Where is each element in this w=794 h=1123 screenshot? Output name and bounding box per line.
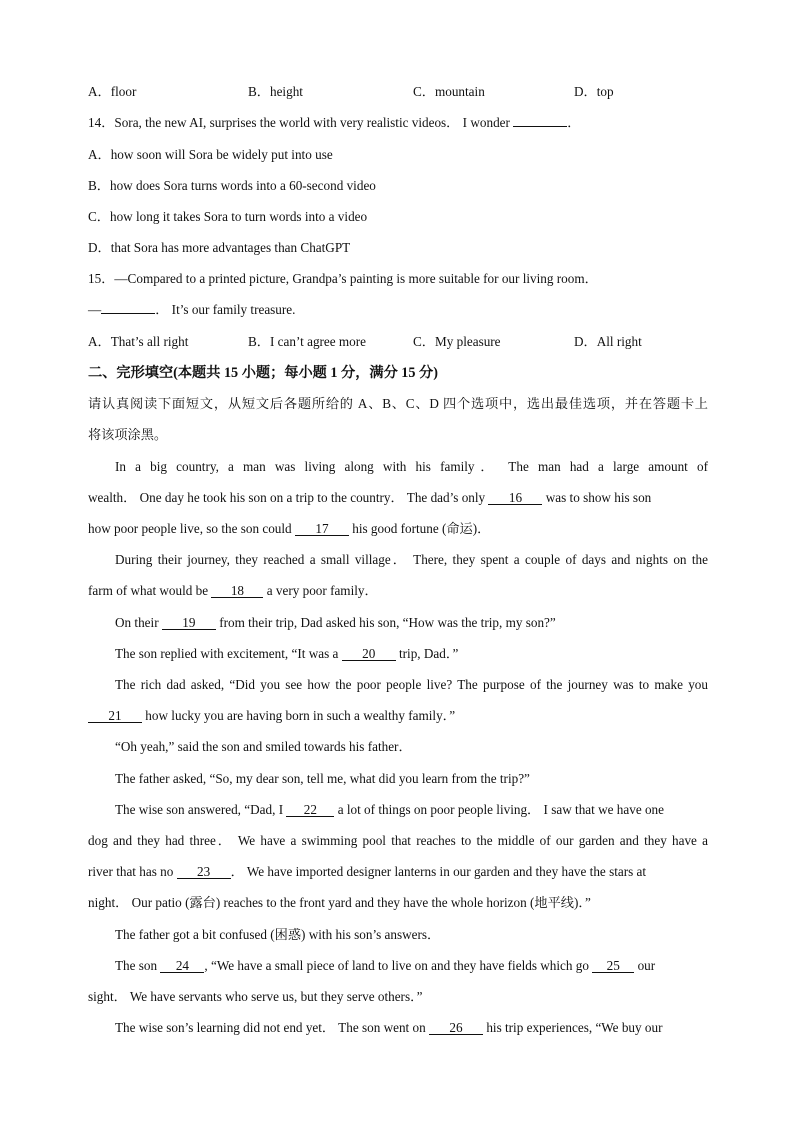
passage-p8-line-1 xyxy=(115,802,708,818)
passage-text: a lot of things on poor people living． I saw that we have one xyxy=(334,802,665,817)
blank-17: 17 xyxy=(295,522,349,536)
passage-p11 xyxy=(115,1020,708,1036)
passage-text: The son replied with excitement, “It was a xyxy=(115,646,342,661)
q14-stem-text: 14．Sora, the new AI, surprises the world with very realistic videos． I wonder xyxy=(88,115,510,130)
passage-text: was to show his son xyxy=(542,490,652,505)
passage-p5-line-2 xyxy=(88,708,708,724)
blank-25: 25 xyxy=(592,959,634,973)
blank-24: 24 xyxy=(160,959,204,973)
passage-p5-line-1: The rich dad asked, “Did you see how the poor people live? The purpose of the journey was to make you xyxy=(115,677,708,692)
passage-p6: “Oh yeah,” said the son and smiled towards his father． xyxy=(115,739,412,754)
passage-text: river that has no xyxy=(88,864,177,879)
passage-p9: The father got a bit confused (困惑) with his son’s answers． xyxy=(115,927,441,942)
passage-text: how poor people live, so the son could xyxy=(88,521,295,536)
passage-p10-line-2: sight． We have servants who serve us, but they serve others．” xyxy=(88,989,423,1004)
passage-text: from their trip, Dad asked his son, “How was the trip, my son?” xyxy=(215,615,556,630)
passage-text: wealth． One day he took his son on a trip to the country． The dad’s only xyxy=(88,490,489,505)
passage-text: his good fortune (命运)． xyxy=(348,521,491,536)
q14-option-c: C．how long it takes Sora to turn words into a video xyxy=(88,209,368,224)
blank-23: 23 xyxy=(177,865,231,879)
section-heading: 二、完形填空(本题共 15 小题；每小题 1 分，满分 15 分) xyxy=(88,365,438,381)
passage-p7: The father asked, “So, my dear son, tell me, what did you learn from the trip?” xyxy=(115,771,530,786)
q15-stem: 15．—Compared to a printed picture, Grandpa’s painting is more suitable for our living room． xyxy=(88,271,598,286)
passage-text: his trip experiences, “We buy our xyxy=(483,1020,663,1035)
passage-p8-line-2: dog and they had three． We have a swimming pool that reaches to the middle of our garden and they have a xyxy=(88,833,708,848)
q15-reply-text: ． It’s our family treasure. xyxy=(155,302,296,317)
passage-p2-line-1: During their journey, they reached a small village． There, they spent a couple of days and nights on the xyxy=(115,552,708,567)
q13-option-a: A．floor xyxy=(88,84,137,99)
blank-21: 21 xyxy=(88,709,142,723)
blank-18: 18 xyxy=(211,584,263,598)
blank-16: 16 xyxy=(488,491,542,505)
blank-26: 26 xyxy=(429,1021,483,1035)
passage-text: ． We have imported designer lanterns in our garden and they have the stars at xyxy=(230,864,647,879)
q13-option-c: C．mountain xyxy=(413,84,485,99)
q15-option-a: A．That’s all right xyxy=(88,334,189,349)
passage-text: The wise son’s learning did not end yet． The son went on xyxy=(115,1020,430,1035)
passage-text: trip, Dad．” xyxy=(395,646,459,661)
passage-p4 xyxy=(115,646,708,662)
q15-reply xyxy=(88,302,708,318)
passage-text: farm of what would be xyxy=(88,583,212,598)
q13-option-d: D．top xyxy=(574,84,614,99)
passage-text: , “We have a small piece of land to live on and they have fields which go xyxy=(204,958,593,973)
passage-p1-line-2 xyxy=(88,490,708,506)
q15-reply-dash: — xyxy=(88,302,102,317)
q14-option-b: B．how does Sora turns words into a 60-second video xyxy=(88,178,376,193)
passage-p1-line-1: In a big country, a man was living along with his family． The man had a large amount of xyxy=(115,459,708,474)
passage-p3 xyxy=(115,615,708,631)
q14-option-a: A．how soon will Sora be widely put into use xyxy=(88,147,333,162)
passage-p1-line-3 xyxy=(88,521,708,537)
passage-text: how lucky you are having born in such a wealthy family．” xyxy=(142,708,456,723)
passage-text: On their xyxy=(115,615,162,630)
q14-stem-end: ． xyxy=(567,115,581,130)
passage-text: a very poor family． xyxy=(263,583,378,598)
instruction-line-1: 请认真阅读下面短文，从短文后各题所给的 A、B、C、D 四个选项中，选出最佳选项，并在答题卡上 xyxy=(88,396,708,411)
q15-option-c: C．My pleasure xyxy=(413,334,501,349)
q14-option-d: D．that Sora has more advantages than ChatGPT xyxy=(88,240,351,255)
blank-20: 20 xyxy=(342,647,396,661)
blank-19: 19 xyxy=(162,616,216,630)
passage-text: our xyxy=(634,958,656,973)
q15-option-d: D．All right xyxy=(574,334,642,349)
q15-answer-blank xyxy=(101,302,155,314)
passage-p10-line-1 xyxy=(115,958,708,974)
blank-22: 22 xyxy=(286,803,334,817)
q14-stem xyxy=(88,115,708,131)
passage-p8-line-3 xyxy=(88,864,708,880)
instruction-line-2: 将该项涂黑。 xyxy=(88,427,168,442)
passage-p2-line-2 xyxy=(88,583,708,599)
q15-option-b: B．I can’t agree more xyxy=(248,334,367,349)
passage-text: The son xyxy=(115,958,161,973)
passage-p8-line-4: night． Our patio (露台) reaches to the front yard and they have the whole horizon (地平线)．” xyxy=(88,895,591,910)
q13-option-b: B．height xyxy=(248,84,303,99)
q14-answer-blank xyxy=(513,115,567,127)
passage-text: The wise son answered, “Dad, I xyxy=(115,802,287,817)
